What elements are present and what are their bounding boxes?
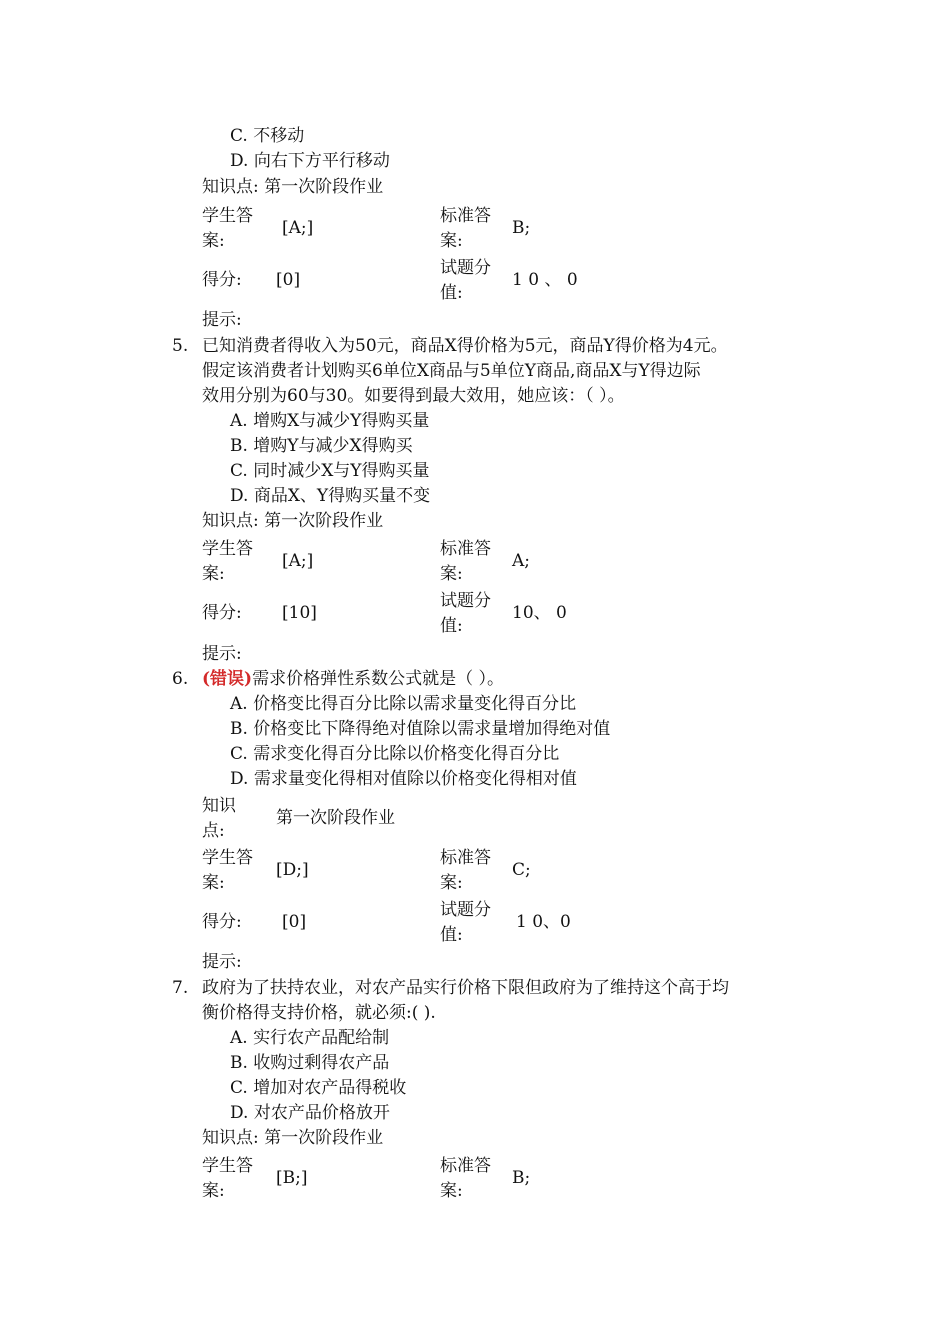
score-label: 得分: xyxy=(202,270,242,290)
student-answer-value: [D;] xyxy=(276,860,309,880)
standard-answer-value: C; xyxy=(512,860,531,880)
option-a: A. 增购X与减少Y得购买量 xyxy=(230,411,430,431)
standard-answer-label: 标准答 案: xyxy=(440,539,491,584)
score-label: 得分: xyxy=(202,603,242,623)
hint-label: 提示: xyxy=(202,644,242,664)
question-number: 7. xyxy=(172,978,189,998)
option-d: D. 商品X、Y得购买量不变 xyxy=(230,486,431,506)
score-value: [10] xyxy=(282,603,317,623)
question-text-line: 假定该消费者计划购买6单位X商品与5单位Y商品,商品X与Y得边际 xyxy=(202,361,701,381)
standard-answer-label: 标准答 案: xyxy=(440,1156,491,1201)
knowledge-point: 知识点: 第一次阶段作业 xyxy=(202,511,384,531)
question-value: 1 0、0 xyxy=(516,912,571,932)
option-d: D. 对农产品价格放开 xyxy=(230,1103,390,1123)
student-answer-label: 学生答 案: xyxy=(202,848,253,893)
wrong-status-badge: (错误) xyxy=(202,669,253,689)
standard-answer-value: B; xyxy=(512,1168,531,1188)
option-b: B. 价格变比下降得绝对值除以需求量增加得绝对值 xyxy=(230,719,611,739)
option-d: D. 向右下方平行移动 xyxy=(230,151,390,171)
hint-label: 提示: xyxy=(202,310,242,330)
question-value-label: 试题分 值: xyxy=(440,258,491,303)
question-value: 10、 0 xyxy=(512,603,567,623)
standard-answer-label: 标准答 案: xyxy=(440,848,491,893)
question-value: 1 0 、 0 xyxy=(512,270,578,290)
option-c: C. 同时减少X与Y得购买量 xyxy=(230,461,430,481)
option-a: A. 实行农产品配给制 xyxy=(230,1028,390,1048)
option-c: C. 不移动 xyxy=(230,126,305,146)
option-d: D. 需求量变化得相对值除以价格变化得相对值 xyxy=(230,769,577,789)
question-text-line: 效用分别为60与30。如要得到最大效用，她应该：（ ）。 xyxy=(202,386,625,406)
option-a: A. 价格变比得百分比除以需求量变化得百分比 xyxy=(230,694,577,714)
knowledge-point-label: 知识 点: xyxy=(202,796,236,841)
option-c: C. 需求变化得百分比除以价格变化得百分比 xyxy=(230,744,560,764)
standard-answer-label: 标准答 案: xyxy=(440,206,491,251)
question-text-line: 衡价格得支持价格，就必须:( ). xyxy=(202,1003,436,1023)
knowledge-point: 知识点: 第一次阶段作业 xyxy=(202,1128,384,1148)
knowledge-point-value: 第一次阶段作业 xyxy=(276,808,395,828)
knowledge-point: 知识点: 第一次阶段作业 xyxy=(202,177,384,197)
score-label: 得分: xyxy=(202,912,242,932)
option-b: B. 收购过剩得农产品 xyxy=(230,1053,390,1073)
question-text-line: 政府为了扶持农业，对农产品实行价格下限但政府为了维持这个高于均 xyxy=(202,978,729,998)
score-value: [0] xyxy=(282,912,307,932)
score-value: [0] xyxy=(276,270,301,290)
question-number: 5. xyxy=(172,336,189,356)
question-number: 6. xyxy=(172,669,189,689)
standard-answer-value: B; xyxy=(512,218,531,238)
option-c: C. 增加对农产品得税收 xyxy=(230,1078,407,1098)
option-b: B. 增购Y与减少X得购买 xyxy=(230,436,413,456)
student-answer-value: [B;] xyxy=(276,1168,308,1188)
standard-answer-value: A; xyxy=(512,551,531,571)
question-value-label: 试题分 值: xyxy=(440,591,491,636)
hint-label: 提示: xyxy=(202,952,242,972)
student-answer-label: 学生答 案: xyxy=(202,1156,253,1201)
question-text-line: 已知消费者得收入为50元，商品X得价格为5元，商品Y得价格为4元。 xyxy=(202,336,728,356)
student-answer-value: [A;] xyxy=(282,551,314,571)
student-answer-label: 学生答 案: xyxy=(202,539,253,584)
question-text-line: (错误)需求价格弹性系数公式就是（ ）。 xyxy=(202,669,504,689)
question-value-label: 试题分 值: xyxy=(440,900,491,945)
student-answer-value: [A;] xyxy=(282,218,314,238)
student-answer-label: 学生答 案: xyxy=(202,206,253,251)
